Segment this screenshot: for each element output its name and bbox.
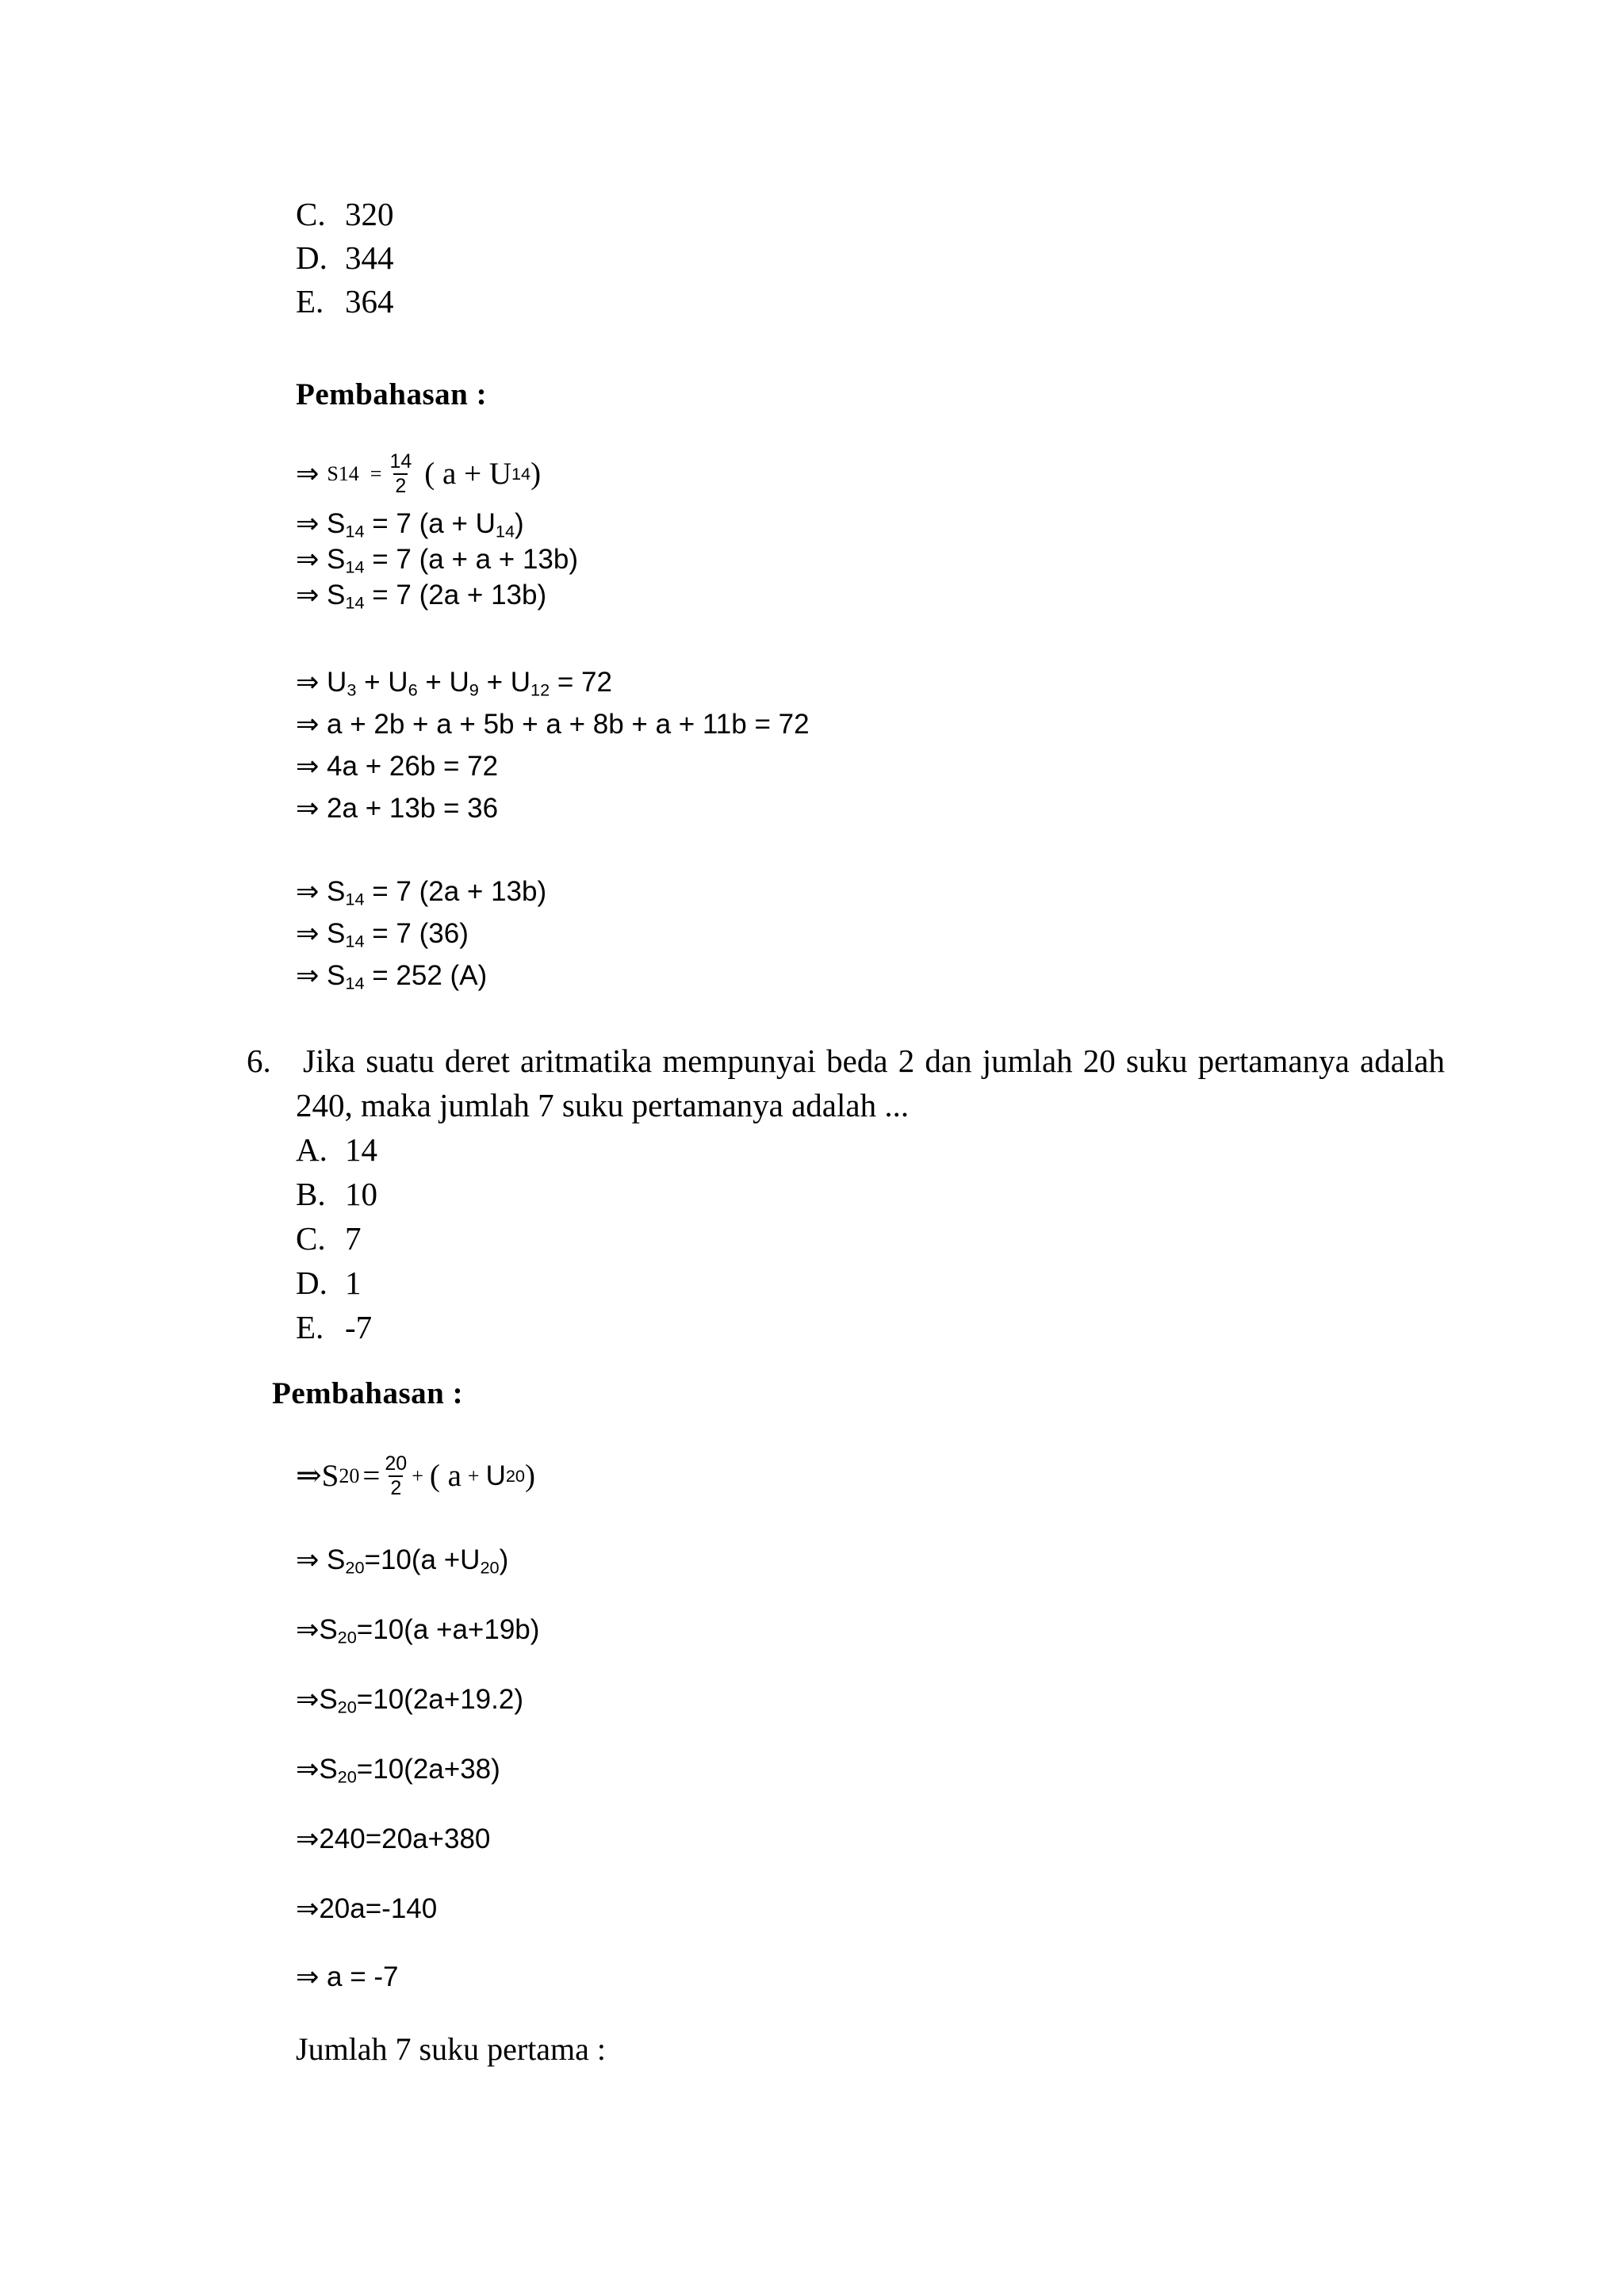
option-text: 320: [345, 196, 394, 232]
option-text: -7: [345, 1309, 373, 1345]
equation-line: [296, 918, 469, 951]
option-text: 7: [345, 1220, 362, 1257]
equation-line: ⇒20a=-140: [296, 1893, 438, 1924]
subscript: 20: [337, 1766, 357, 1787]
text: + U: [478, 667, 531, 698]
option-e: [296, 1311, 372, 1344]
equation-line: [296, 1544, 509, 1578]
open: ( a: [429, 1459, 462, 1494]
subscript: 9: [469, 679, 479, 700]
question-text-line2: 240, maka jumlah 7 suku pertamanya adalah ...: [296, 1087, 910, 1123]
subscript: 12: [530, 679, 550, 700]
rhs-close: ): [530, 457, 542, 492]
text: ⇒ S: [296, 876, 346, 907]
rhs-open: ( a + U: [424, 457, 511, 492]
equation-line: [296, 508, 524, 541]
text: + U: [417, 667, 469, 698]
close: ): [525, 1459, 535, 1494]
equation-line: [296, 1754, 500, 1787]
subscript: 20: [337, 1627, 357, 1647]
option-text: 14: [345, 1131, 377, 1168]
equation-line: ⇒ a = -7: [296, 1961, 399, 1992]
numerator: 20: [385, 1452, 408, 1475]
option-letter: E.: [296, 283, 324, 320]
equation-line: [296, 960, 488, 993]
text: = 7 (2a + 13b): [364, 580, 547, 610]
closing-text: Jumlah 7 suku pertama :: [296, 2031, 607, 2067]
subscript: 14: [345, 973, 365, 993]
subscript: 14: [345, 521, 365, 541]
subscript: 14: [345, 889, 365, 909]
text: = 7 (36): [364, 918, 469, 949]
equation-line: [296, 1614, 540, 1647]
equation-line: [296, 876, 547, 909]
equation-line: [296, 667, 612, 700]
text: ⇒S: [296, 1684, 338, 1715]
text: ⇒ S: [296, 580, 346, 610]
text: =10(2a+38): [356, 1754, 500, 1785]
solution-heading: Pembahasan :: [296, 377, 488, 411]
option-e: [296, 285, 394, 318]
option-a: [296, 1131, 377, 1168]
subscript: 20: [345, 1557, 365, 1578]
denominator: 2: [390, 1476, 402, 1499]
option-b: [296, 1178, 377, 1211]
denominator: 2: [395, 474, 407, 497]
text: ): [499, 1544, 509, 1575]
text: ⇒ S: [296, 918, 346, 949]
numerator: 14: [389, 450, 412, 473]
option-d: [296, 239, 394, 276]
option-letter: E.: [296, 1309, 324, 1345]
option-text: 344: [345, 239, 394, 276]
option-letter: C.: [296, 196, 326, 232]
equation-line: ⇒240=20a+380: [296, 1823, 491, 1854]
text: = 7 (a + a + 13b): [364, 544, 579, 575]
text: ⇒S: [296, 1614, 338, 1645]
text: ⇒ S: [296, 960, 346, 991]
text: ⇒ U: [296, 667, 347, 698]
fraction: [383, 1452, 408, 1500]
subscript: 20: [480, 1557, 500, 1578]
text: =10(a +a+19b): [356, 1614, 540, 1645]
option-c: [296, 1220, 362, 1257]
formula-s20: ⇒S 20 = $\frac{20}{2}$ + ( a + U 20 ): [296, 1452, 535, 1499]
text: = 72: [550, 667, 612, 698]
equation-line: [296, 580, 547, 613]
subscript: 14: [345, 557, 365, 577]
plus: +: [412, 1464, 423, 1487]
solution-heading: Pembahasan :: [272, 1376, 464, 1410]
equation-line: [296, 1684, 523, 1717]
option-text: 10: [345, 1176, 377, 1212]
text: ⇒ S: [296, 1544, 346, 1575]
arrow-s: ⇒S: [296, 1459, 339, 1494]
option-c: [296, 198, 394, 231]
option-letter: D.: [296, 239, 327, 276]
equation-line: ⇒ 2a + 13b = 36: [296, 793, 499, 824]
equals: =: [362, 1459, 381, 1494]
text: =10(2a+19.2): [356, 1684, 523, 1715]
text: = 7 (2a + 13b): [364, 876, 547, 907]
option-letter: B.: [296, 1176, 326, 1212]
option-text: 364: [345, 283, 394, 320]
text: ): [515, 508, 524, 539]
option-d: [296, 1267, 362, 1299]
question-number: 6.: [247, 1043, 271, 1079]
equation-line: ⇒ a + 2b + a + 5b + a + 8b + a + 11b = 72: [296, 709, 810, 740]
formula-s14: ⇒ S14 = $\frac{14}{2}$ ( a + U 14 ): [296, 450, 542, 497]
subscript: 14: [345, 592, 365, 613]
text: ⇒S: [296, 1754, 338, 1785]
arrow: ⇒: [296, 458, 320, 490]
subscript: 14: [495, 521, 515, 541]
lhs: S14: [327, 461, 359, 485]
fraction: [388, 450, 413, 498]
equation-line: [296, 544, 579, 577]
text: ⇒ S: [296, 508, 346, 539]
equals: =: [370, 461, 382, 485]
text: = 7 (a + U: [364, 508, 496, 539]
equation-line: ⇒ 4a + 26b = 72: [296, 751, 499, 782]
question-text-line1: Jika suatu deret aritmatika mempunyai beda 2 dan jumlah 20 suku pertamanya adalah: [303, 1043, 1445, 1079]
u: U: [485, 1460, 506, 1492]
option-letter: C.: [296, 1220, 326, 1257]
option-text: 1: [345, 1265, 362, 1301]
subscript: 3: [347, 679, 357, 700]
subscript: 20: [337, 1697, 357, 1717]
option-letter: A.: [296, 1131, 327, 1168]
text: ⇒ S: [296, 544, 346, 575]
text: =10(a +U: [364, 1544, 481, 1575]
subscript: 14: [345, 931, 365, 951]
plus2: +: [467, 1464, 480, 1487]
option-letter: D.: [296, 1265, 327, 1301]
subscript: 6: [408, 679, 418, 700]
text: = 252 (A): [364, 960, 488, 991]
text: + U: [356, 667, 408, 698]
